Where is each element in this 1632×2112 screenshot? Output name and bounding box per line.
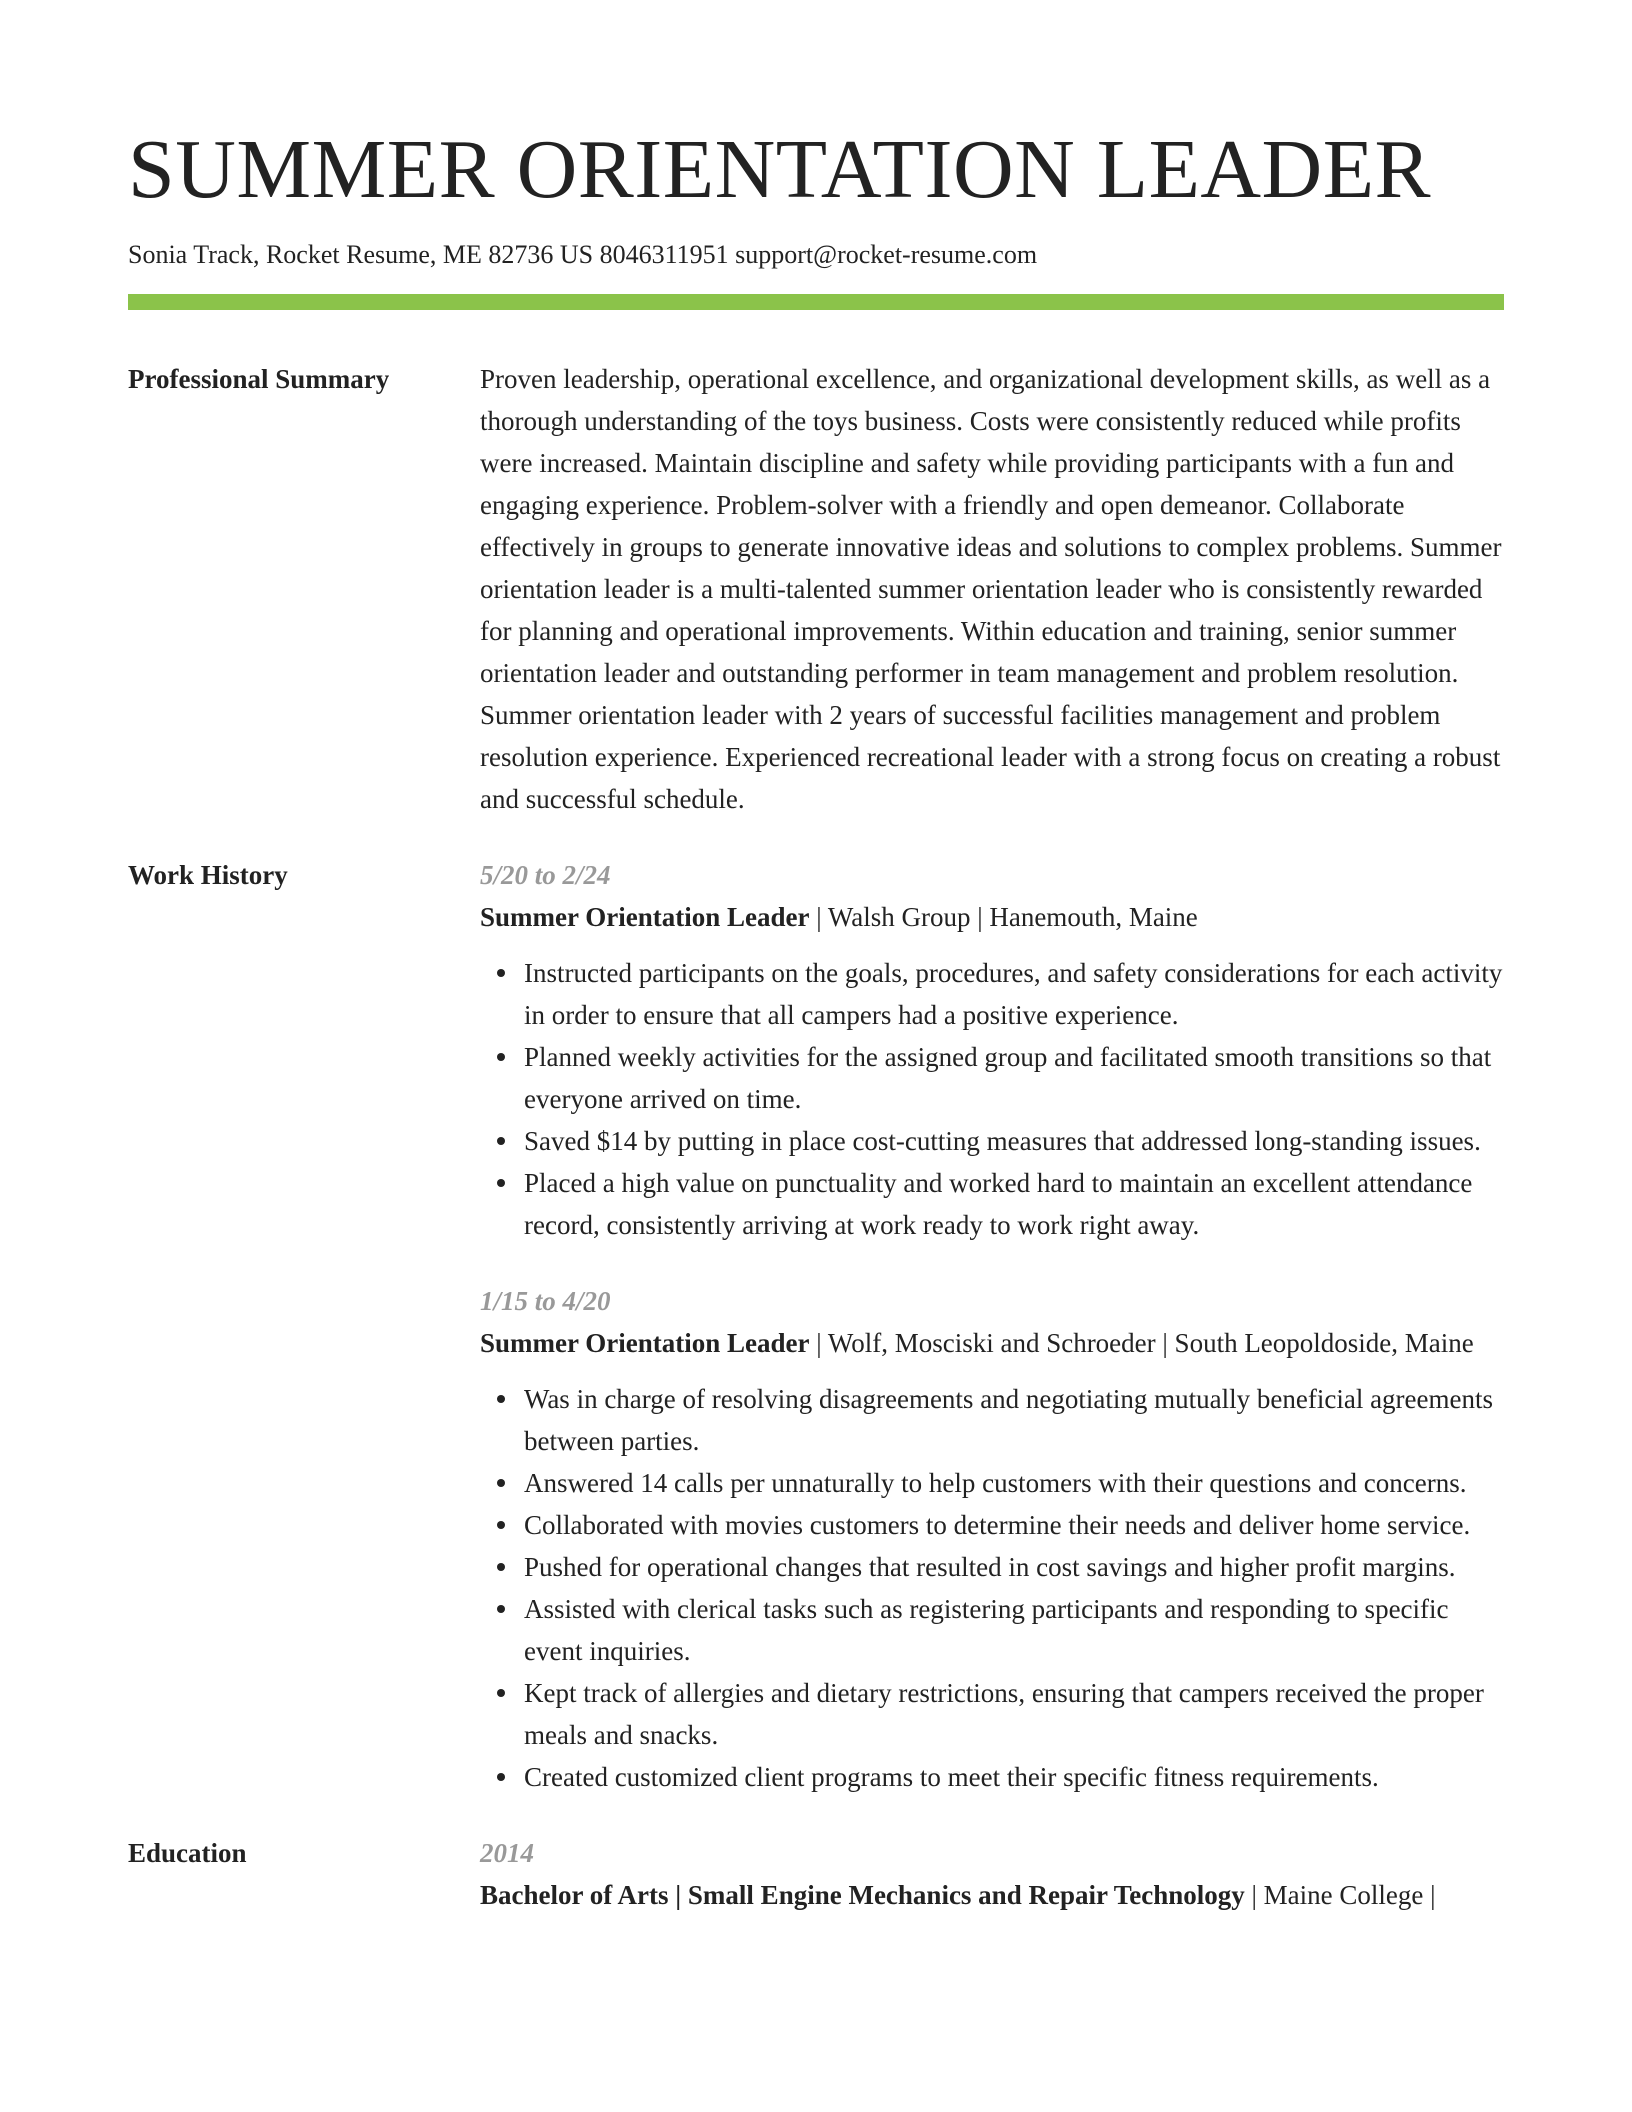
job-bullet: Kept track of allergies and dietary restrictions, ensuring that campers received the proper meals and snacks. <box>524 1672 1504 1756</box>
job-details: | Walsh Group | Hanemouth, Maine <box>809 902 1198 932</box>
school-details: | Maine College | <box>1244 1880 1436 1910</box>
job-bullet: Answered 14 calls per unnaturally to help customers with their questions and concerns. <box>524 1462 1504 1504</box>
education-year: 2014 <box>480 1838 534 1868</box>
job-title: Summer Orientation Leader <box>480 1328 810 1358</box>
job-bullet: Collaborated with movies customers to determine their needs and deliver home service. <box>524 1504 1504 1546</box>
job-bullet: Pushed for operational changes that resulted in cost savings and higher profit margins. <box>524 1546 1504 1588</box>
summary-section <box>128 358 1504 820</box>
job-details: | Wolf, Mosciski and Schroeder | South Leopoldoside, Maine <box>809 1328 1474 1358</box>
job-bullet: Assisted with clerical tasks such as registering participants and responding to specific event inquiries. <box>524 1588 1504 1672</box>
summary-text: Proven leadership, operational excellence, and organizational development skills, as well as a thorough understanding of the toys business. Costs were consistently reduced while profits were increased. Maintain discipline and safety while providing participants with a fun and engaging experience. Problem-solver with a friendly and open demeanor. Collaborate effectively in groups to generate innovative ideas and solutions to complex problems. Summer orientation leader is a multi-talented summer orientation leader who is consistently rewarded for planning and operational improvements. Within education and training, senior summer orientation leader and outstanding performer in team management and problem resolution. Summer orientation leader with 2 years of successful facilities management and problem resolution experience. Experienced recreational leader with a strong focus on creating a robust and successful schedule. <box>480 364 1502 814</box>
job-title: Summer Orientation Leader <box>480 902 810 932</box>
job-bullet: Saved $14 by putting in place cost-cutting measures that addressed long-standing issues. <box>524 1120 1504 1162</box>
degree-title: Bachelor of Arts | Small Engine Mechanics and Repair Technology <box>480 1880 1245 1910</box>
job-bullets <box>480 1378 1504 1798</box>
job-bullet: Created customized client programs to meet their specific fitness requirements. <box>524 1756 1504 1798</box>
work-history-section <box>128 854 1504 1798</box>
job-bullet: Instructed participants on the goals, procedures, and safety considerations for each activity in order to ensure that all campers had a positive experience. <box>524 952 1504 1036</box>
job-bullets <box>480 952 1504 1246</box>
job-bullet: Was in charge of resolving disagreements and negotiating mutually beneficial agreements between parties. <box>524 1378 1504 1462</box>
job-bullet: Placed a high value on punctuality and worked hard to maintain an excellent attendance record, consistently arriving at work ready to work right away. <box>524 1162 1504 1246</box>
resume-title: SUMMER ORIENTATION LEADER <box>128 123 1432 216</box>
education-heading: Education <box>128 1838 247 1868</box>
job-dates: 5/20 to 2/24 <box>480 860 611 890</box>
job-entry <box>480 1280 1504 1798</box>
contact-line: Sonia Track, Rocket Resume, ME 82736 US 8046311951 support@rocket-resume.com <box>128 240 1038 269</box>
work-history-heading: Work History <box>128 860 288 890</box>
job-bullet: Planned weekly activities for the assigned group and facilitated smooth transitions so that everyone arrived on time. <box>524 1036 1504 1120</box>
education-section <box>128 1832 1504 1916</box>
job-dates: 1/15 to 4/20 <box>480 1286 611 1316</box>
job-heading <box>480 1322 1504 1364</box>
job-heading <box>480 896 1504 938</box>
summary-heading: Professional Summary <box>128 364 390 394</box>
education-heading-line <box>480 1874 1504 1916</box>
accent-divider <box>128 294 1504 310</box>
job-entry <box>480 854 1504 1246</box>
resume-page <box>128 120 1504 1916</box>
